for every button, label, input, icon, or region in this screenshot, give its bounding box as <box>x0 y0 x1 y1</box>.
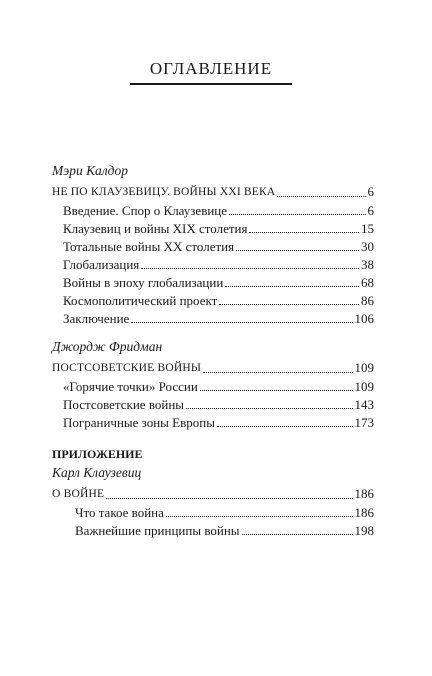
toc-entry-page: 186 <box>354 505 374 520</box>
section-author: Джордж Фридман <box>52 339 163 354</box>
dot-leader <box>203 372 352 373</box>
toc-entry-title: Тотальные войны XX столетия <box>63 239 235 254</box>
toc-entry[interactable] <box>52 219 374 237</box>
toc-entry-title: Постсоветские войны <box>63 397 185 412</box>
toc-entry-page: 106 <box>354 311 374 326</box>
appendix-label: ПРИЛОЖЕНИЕ <box>52 447 143 461</box>
toc-entry-title: Клаузевиц и войны XIX столетия <box>63 221 248 236</box>
section-author: Карл Клаузевиц <box>52 465 142 480</box>
toc-main-entry[interactable] <box>52 483 374 503</box>
toc-entry[interactable] <box>52 395 374 413</box>
toc-entry-page: 15 <box>361 221 374 236</box>
toc-entry-title: Что такое война <box>75 505 164 520</box>
dot-leader <box>200 390 353 391</box>
toc-entry-title: О ВОЙНЕ <box>52 488 105 500</box>
dot-leader <box>131 322 352 323</box>
toc-entry-page: 6 <box>367 203 374 218</box>
toc-entry-page: 68 <box>361 275 374 290</box>
toc-entry-page: 173 <box>354 415 374 430</box>
toc-entry-title: Глобализация <box>63 257 140 272</box>
toc-entry[interactable] <box>52 255 374 273</box>
dot-leader <box>242 534 353 535</box>
toc-main-entry[interactable] <box>52 181 374 201</box>
toc-entry-page: 198 <box>354 523 374 538</box>
toc-entry-page: 186 <box>354 486 374 501</box>
dot-leader <box>225 286 359 287</box>
dot-leader <box>217 426 353 427</box>
toc-entry-title: Космополитический проект <box>63 293 218 308</box>
toc-entry-page: 86 <box>361 293 374 308</box>
dot-leader <box>186 408 352 409</box>
toc-entry[interactable] <box>52 237 374 255</box>
toc-entry-title: ПОСТСОВЕТСКИЕ ВОЙНЫ <box>52 362 202 374</box>
toc-entry-title: Введение. Спор о Клаузевице <box>63 203 228 218</box>
dot-leader <box>277 196 365 197</box>
toc-entry-title: «Горячие точки» России <box>63 379 198 394</box>
dot-leader <box>166 516 353 517</box>
toc-entry[interactable] <box>52 521 374 539</box>
dot-leader <box>219 304 359 305</box>
toc-entry-page: 109 <box>354 379 374 394</box>
toc-entry[interactable] <box>52 413 374 431</box>
dot-leader <box>106 498 352 499</box>
toc-entry-title: Заключение <box>63 311 130 326</box>
toc-entry[interactable] <box>52 201 374 219</box>
toc-entry[interactable] <box>52 291 374 309</box>
page-title: ОГЛАВЛЕНИЕ <box>130 59 292 85</box>
table-of-contents <box>52 161 374 539</box>
dot-leader <box>249 232 359 233</box>
toc-entry[interactable] <box>52 377 374 395</box>
toc-entry-page: 6 <box>367 184 374 199</box>
toc-entry[interactable] <box>52 309 374 327</box>
toc-entry-title: Важнейшие принципы войны <box>75 523 240 538</box>
toc-entry-page: 143 <box>354 397 374 412</box>
dot-leader <box>236 250 359 251</box>
toc-entry-page: 109 <box>354 360 374 375</box>
toc-entry-title: НЕ ПО КЛАУЗЕВИЦУ. ВОЙНЫ XXI ВЕКА <box>52 186 276 198</box>
toc-entry[interactable] <box>52 503 374 521</box>
toc-entry[interactable] <box>52 273 374 291</box>
toc-entry-title: Войны в эпоху глобализации <box>63 275 224 290</box>
section-author: Мэри Калдор <box>52 163 129 178</box>
dot-leader <box>229 214 365 215</box>
dot-leader <box>141 268 359 269</box>
toc-entry-page: 30 <box>361 239 374 254</box>
toc-entry-page: 38 <box>361 257 374 272</box>
toc-main-entry[interactable] <box>52 357 374 377</box>
toc-entry-title: Пограничные зоны Европы <box>63 415 215 430</box>
